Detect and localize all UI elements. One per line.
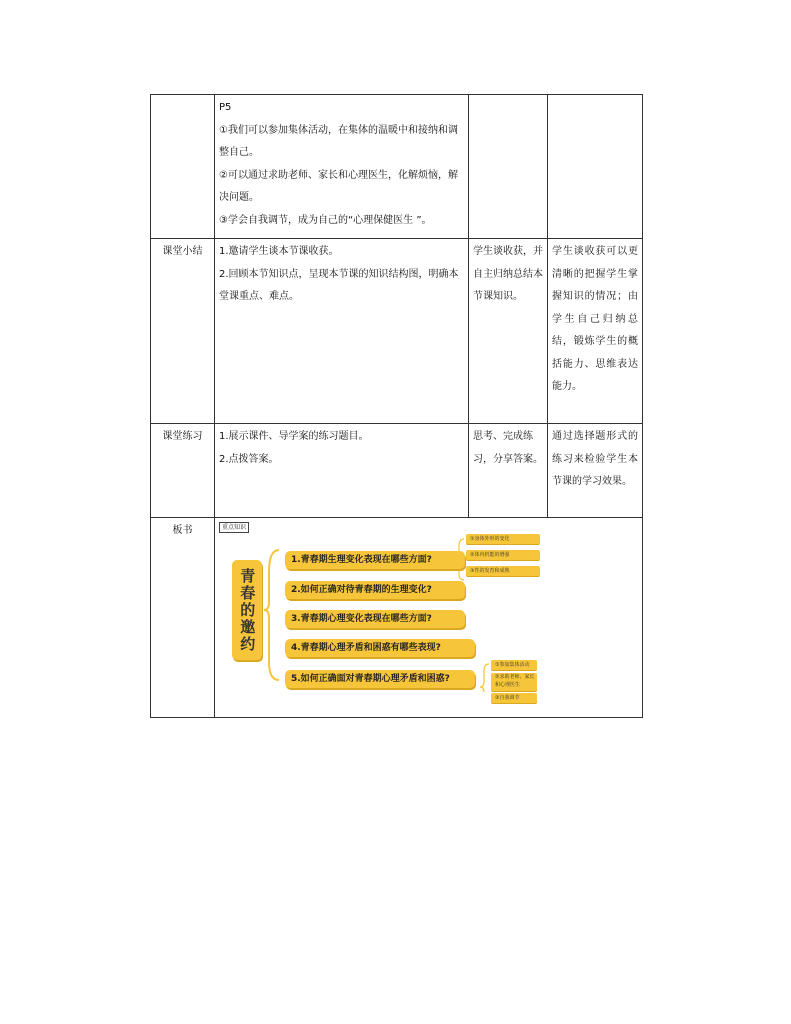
student-activity-cell — [469, 239, 548, 424]
content-line: ①我们可以参加集体活动，在集体的温暖中和接纳和调整自己。 — [219, 124, 458, 158]
mind-map-leaf: ①身体外形的变化 — [466, 534, 540, 544]
mind-map — [219, 522, 539, 701]
content-cell — [215, 95, 469, 239]
mind-map-leaf: ③自我调节 — [491, 693, 537, 703]
design-intent-cell — [548, 424, 643, 518]
student-activity-cell — [469, 95, 548, 239]
mind-map-branch: 4.青春期心理矛盾和困惑有哪些表现? — [285, 639, 475, 657]
row-label-summary: 课堂小结 — [151, 239, 215, 424]
row-label-practice: 课堂练习 — [151, 424, 215, 518]
content-line: 1.展示课件、导学案的练习题目。 — [219, 431, 369, 442]
student-activity-cell — [469, 424, 548, 518]
mind-map-branch: 2.如何正确对待青春期的生理变化? — [285, 581, 465, 599]
mind-map-center: 青春的邀约 — [232, 560, 262, 660]
content-line: 1.邀请学生谈本节课收获。 — [219, 246, 339, 257]
table-row — [151, 239, 643, 424]
lesson-plan-table — [150, 94, 643, 718]
table-row — [151, 95, 643, 239]
mind-map-branch: 1.青春期生理变化表现在哪些方面? — [285, 551, 465, 569]
design-intent-text: 学生谈收获可以更清晰的把握学生掌握知识的情况；由学生自己归纳总结，锻炼学生的概括能力、思维表达能力。 — [552, 246, 638, 392]
student-activity-text: 思考、完成练习，分享答案。 — [473, 431, 543, 465]
mind-map-tag: 重点知识 — [219, 522, 249, 533]
content-line: ③学会自我调节，成为自己的“心理保健医生 ”。 — [219, 214, 432, 226]
student-activity-text: 学生谈收获，并自主归纳总结本节课知识。 — [473, 246, 543, 302]
mind-map-leaf: ①参加集体活动 — [491, 660, 537, 670]
design-intent-text: 通过选择题形式的练习来检验学生本节课的学习效果。 — [552, 431, 638, 487]
mind-map-leaf: ③性的发育和成熟 — [466, 566, 540, 576]
content-line: P5 — [219, 102, 232, 113]
mind-map-leaf: ②体内机能的增强 — [466, 550, 540, 560]
content-line: ②可以通过求助老师、家长和心理医生，化解烦恼，解决问题。 — [219, 169, 458, 203]
mind-map-branch: 3.青春期心理变化表现在哪些方面? — [285, 610, 465, 628]
design-intent-cell — [548, 239, 643, 424]
row-label — [151, 95, 215, 239]
content-line: 2.回顾本节知识点，呈现本节课的知识结构图，明确本堂课重点、难点。 — [219, 268, 459, 302]
mind-map-branch: 5.如何正确面对青春期心理矛盾和困惑? — [285, 670, 475, 688]
content-cell — [215, 239, 469, 424]
content-cell — [215, 424, 469, 518]
board-cell — [215, 518, 643, 718]
content-line: 2.点拨答案。 — [219, 453, 279, 465]
table-row — [151, 424, 643, 518]
mind-map-leaf: ②求助老师、家长和心理医生 — [491, 673, 537, 691]
design-intent-cell — [548, 95, 643, 239]
row-label-board: 板书 — [151, 518, 215, 718]
table-row — [151, 518, 643, 718]
